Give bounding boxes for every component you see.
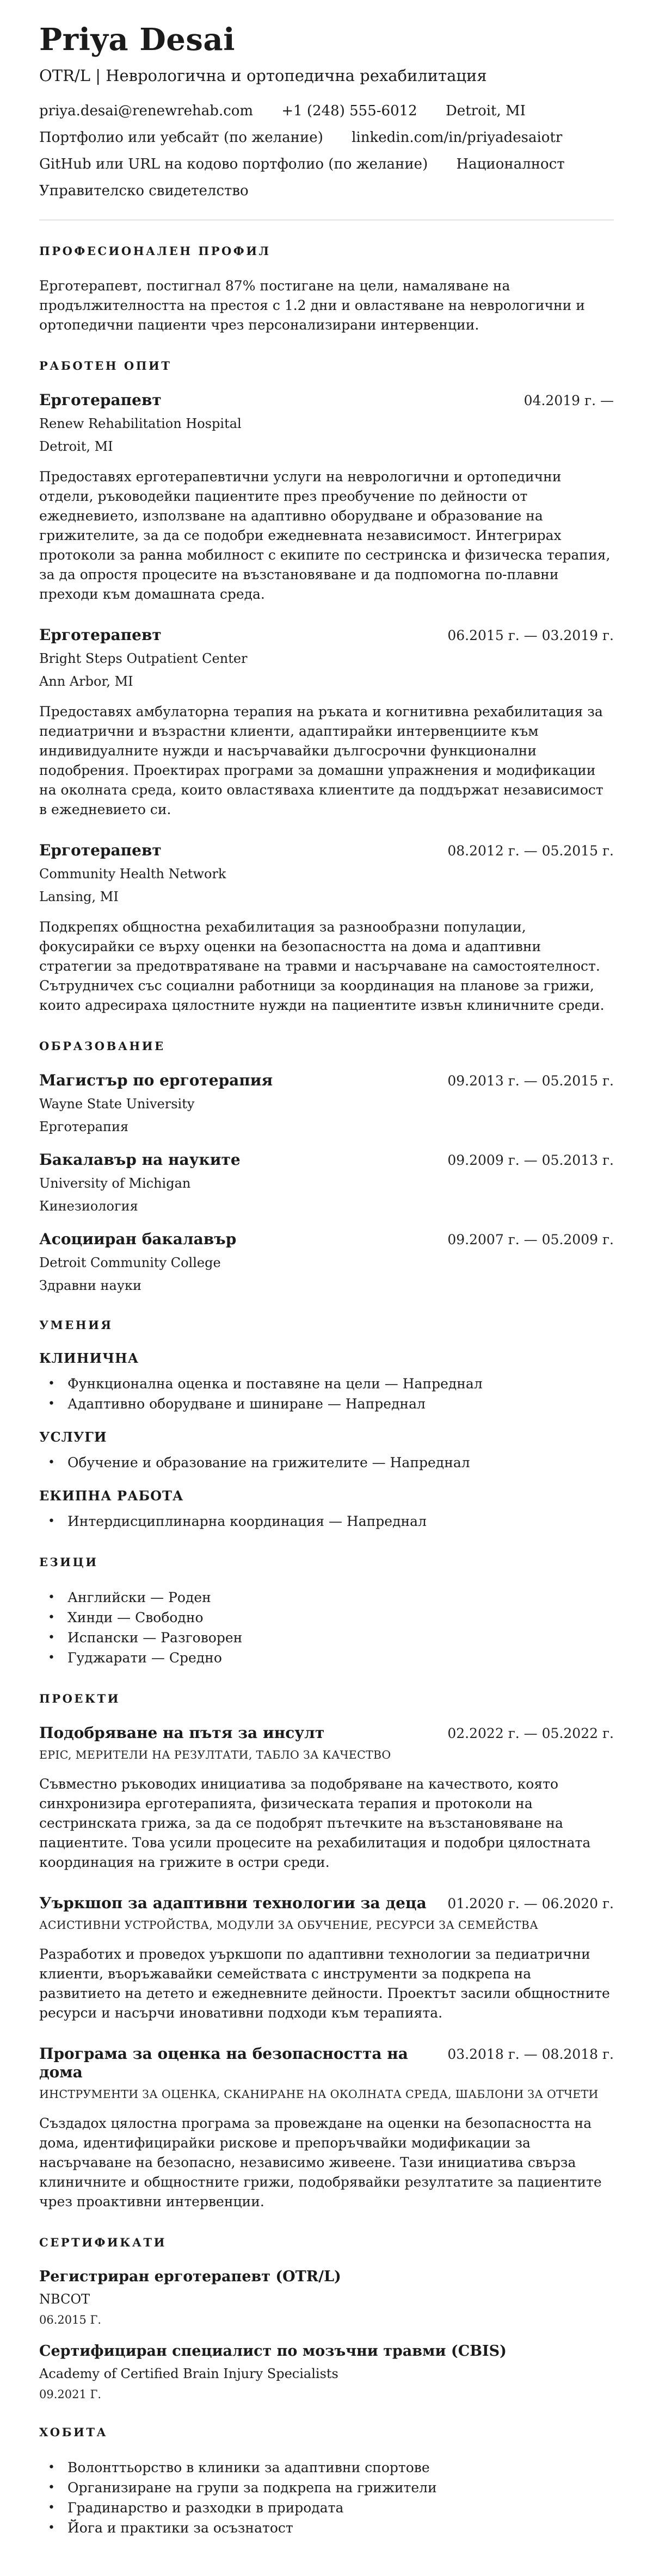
projects-heading: ПРОЕКТИ	[39, 1691, 120, 1705]
project-head	[39, 2045, 614, 2082]
certification-issuer: Academy of Certified Brain Injury Specialists	[39, 2366, 338, 2381]
skill-group-teamwork	[39, 1488, 614, 1531]
certification-issuer: NBCOT	[39, 2291, 90, 2307]
degree-dates: 09.2007 г. — 05.2009 г.	[447, 1231, 614, 1247]
job-entry	[39, 391, 614, 604]
project-entry	[39, 1894, 614, 2023]
job-location: Ann Arbor, MI	[39, 673, 133, 689]
degree-entry	[39, 1230, 614, 1294]
job-title: Ерготерапевт	[39, 625, 162, 644]
job-company: Renew Rehabilitation Hospital	[39, 415, 242, 431]
certification-date: 09.2021 Г.	[39, 2387, 102, 2401]
job-location: Detroit, MI	[39, 438, 113, 454]
language-item: • Хинди — Свободно	[39, 1607, 614, 1628]
degree-title: Магистър по ерготерапия	[39, 1071, 273, 1089]
degree-dates: 09.2009 г. — 05.2013 г.	[447, 1152, 614, 1168]
skills-heading: УМЕНИЯ	[39, 1318, 113, 1332]
location: Detroit, MI	[445, 102, 526, 119]
section-experience	[39, 359, 614, 1015]
project-description: Разработих и проведох уъркшопи по адаптивни технологии за педиатрични клиенти, въоръжавайки семействата с инструменти за подкрепа на развитието на детето и ежедневните дейности. Проектът засили общностните ресурси и насърчи иновативни подходи към терапията.	[39, 1946, 610, 2021]
degree-head	[39, 1151, 614, 1169]
degree-head	[39, 1071, 614, 1090]
project-dates: 02.2022 г. — 05.2022 г.	[447, 1725, 614, 1741]
project-title: Подобряване на пътя за инсулт	[39, 1723, 325, 1742]
job-title: Ерготерапевт	[39, 841, 162, 859]
profile-text: Ерготерапевт, постигнал 87% постигане на цели, намаляване на продължителността на престоя с 1.2 дни и овластяване на неврологични и ортопедични пациенти чрез персонализирани интервенции.	[39, 277, 585, 333]
skill-group-heading: УСЛУГИ	[39, 1429, 107, 1445]
portfolio-label: Портфолио или уебсайт (по желание)	[39, 129, 323, 146]
skill-item: • Функционална оценка и поставяне на цели — Напреднал	[39, 1374, 614, 1394]
hobby-item: • Йога и практики за осъзнатост	[39, 2518, 614, 2538]
email: priya.desai@renewrehab.com	[39, 102, 254, 119]
skill-group-clinical	[39, 1350, 614, 1414]
hobby-item: • Организиране на групи за подкрепа на грижители	[39, 2478, 614, 2498]
certification-entry	[39, 2342, 614, 2401]
skill-list	[39, 1511, 614, 1531]
degree-title: Бакалавър на науките	[39, 1150, 241, 1169]
nationality-label: Националност	[456, 156, 565, 172]
degree-field: Здравни науки	[39, 1277, 141, 1293]
degree-entry	[39, 1151, 614, 1215]
github-label: GitHub или URL на кодово портфолио (по желание)	[39, 156, 428, 172]
phone: +1 (248) 555-6012	[281, 102, 417, 119]
degree-field: Кинезиология	[39, 1198, 138, 1214]
section-skills	[39, 1318, 614, 1531]
language-item: • Английски — Роден	[39, 1587, 614, 1607]
education-heading: ОБРАЗОВАНИЕ	[39, 1039, 165, 1053]
job-head	[39, 626, 614, 644]
project-dates: 03.2018 г. — 08.2018 г.	[447, 2046, 614, 2062]
contact-row	[39, 98, 614, 125]
skill-group-services	[39, 1429, 614, 1473]
project-entry	[39, 1724, 614, 1872]
job-dates: 06.2015 г. — 03.2019 г.	[447, 627, 614, 643]
certifications-heading: СЕРТИФИКАТИ	[39, 2235, 167, 2249]
linkedin-url: linkedin.com/in/priyadesaiotr	[352, 129, 563, 146]
project-title: Уъркшоп за адаптивни технологии за деца	[39, 1894, 427, 1912]
language-list	[39, 1587, 614, 1668]
hobby-list	[39, 2457, 614, 2538]
contact-block	[39, 98, 614, 204]
experience-heading: РАБОТЕН ОПИТ	[39, 358, 172, 373]
skill-group-heading: ЕКИПНА РАБОТА	[39, 1487, 184, 1504]
degree-field: Ерготерапия	[39, 1119, 129, 1134]
language-item: • Испански — Разговорен	[39, 1628, 614, 1648]
job-dates: 08.2012 г. — 05.2015 г.	[447, 842, 614, 859]
project-description: Създадох цялостна програма за провеждане на оценки на безопасността на дома, идентифицирайки рискове и препоръчвайки модификации за насърчаване на безопасно, независимо живеене. Тази инициатива свърза клиничните и общностните грижи, подобрявайки резултатите за пациентите чрез проактивни интервенции.	[39, 2115, 602, 2209]
job-description: Подкрепях общностна рехабилитация за разнообразни популации, фокусирайки се върху оценки на безопасността на дома и адаптивни стратегии за предотвратяване на травми и насърчаване на самостоятелност. Сътрудничех със социални работници за координация на планове за грижи, които адресираха цялостните нужди на пациентите извън клиничните среди.	[39, 918, 605, 1013]
hobby-item: • Градинарство и разходки в природата	[39, 2498, 614, 2518]
project-head	[39, 1724, 614, 1742]
degree-school: University of Michigan	[39, 1175, 191, 1191]
project-tools: АСИСТИВНИ УСТРОЙСТВА, МОДУЛИ ЗА ОБУЧЕНИЕ, РЕСУРСИ ЗА СЕМЕЙСТВА	[39, 1918, 539, 1932]
project-entry	[39, 2045, 614, 2212]
section-profile	[39, 244, 614, 335]
hobbies-heading: ХОБИТА	[39, 2425, 108, 2439]
job-head	[39, 841, 614, 860]
job-description: Предоставях ерготерапевтични услуги на неврологични и ортопедични отдели, ръководейки пациентите през преобучение по дейности от ежедневието, използване на адаптивно оборудване и образование на грижителите, за да се подобри ежедневната независимост. Интегрирах протоколи за ранна мобилност с екипите по сестринска и физическа терапия, за да опростя процесите на възстановяване и да подпомогна по-плавни преходи към домашната среда.	[39, 468, 611, 602]
section-education	[39, 1039, 614, 1294]
project-head	[39, 1894, 614, 1913]
job-title: Ерготерапевт	[39, 390, 162, 409]
contact-row	[39, 125, 614, 151]
language-item: • Гуджарати — Средно	[39, 1648, 614, 1668]
certification-title: Регистриран ерготерапевт (OTR/L)	[39, 2268, 341, 2285]
job-dates: 04.2019 г. —	[523, 392, 614, 408]
degree-title: Асоцииран бакалавър	[39, 1230, 237, 1248]
skill-list	[39, 1374, 614, 1414]
certification-title: Сертифициран специалист по мозъчни травми (CBIS)	[39, 2342, 507, 2360]
job-company: Community Health Network	[39, 866, 226, 882]
skill-group-heading: КЛИНИЧНА	[39, 1350, 139, 1366]
contact-row	[39, 178, 614, 204]
degree-school: Detroit Community College	[39, 1255, 221, 1270]
profile-heading: ПРОФЕСИОНАЛЕН ПРОФИЛ	[39, 244, 271, 258]
section-languages	[39, 1555, 614, 1668]
project-description: Съвместно ръководих инициатива за подобряване на качеството, която синхронизира ерготерапията, физическата терапия и протоколи на сестринската грижа, за да се подобрят пътечките на възстановяване на пациентите. Това усили процесите на рехабилитация и подобри цялостната координация на грижите в остри среди.	[39, 1776, 591, 1870]
section-projects	[39, 1692, 614, 2212]
certification-entry	[39, 2268, 614, 2327]
degree-head	[39, 1230, 614, 1249]
contact-row	[39, 151, 614, 178]
project-tools: EPIC, МЕРИТЕЛИ НА РЕЗУЛТАТИ, ТАБЛО ЗА КАЧЕСТВО	[39, 1748, 391, 1761]
tagline: OTR/L | Неврологична и ортопедична рехабилитация	[39, 66, 487, 85]
person-name: Priya Desai	[39, 22, 235, 58]
header	[39, 23, 614, 204]
skill-item: • Обучение и образование на грижителите — Напреднал	[39, 1453, 614, 1473]
languages-heading: ЕЗИЦИ	[39, 1555, 98, 1569]
drivers-license-label: Управителско свидетелство	[39, 182, 249, 199]
job-head	[39, 391, 614, 409]
degree-dates: 09.2013 г. — 05.2015 г.	[447, 1072, 614, 1089]
project-tools: ИНСТРУМЕНТИ ЗА ОЦЕНКА, СКАНИРАНЕ НА ОКОЛНАТА СРЕДА, ШАБЛОНИ ЗА ОТЧЕТИ	[39, 2087, 599, 2101]
degree-school: Wayne State University	[39, 1096, 195, 1112]
project-dates: 01.2020 г. — 06.2020 г.	[447, 1895, 614, 1911]
section-hobbies	[39, 2425, 614, 2538]
job-company: Bright Steps Outpatient Center	[39, 650, 248, 666]
job-location: Lansing, MI	[39, 889, 119, 904]
skill-list	[39, 1453, 614, 1473]
job-entry	[39, 841, 614, 1015]
job-entry	[39, 626, 614, 820]
hobby-item: • Волонттьорство в клиники за адаптивни спортове	[39, 2457, 614, 2478]
skill-item: • Интердисциплинарна координация — Напреднал	[39, 1511, 614, 1531]
project-title: Програма за оценка на безопасността на дома	[39, 2044, 408, 2081]
section-certifications	[39, 2236, 614, 2401]
degree-entry	[39, 1071, 614, 1135]
certification-date: 06.2015 Г.	[39, 2313, 102, 2326]
job-description: Предоставях амбулаторна терапия на ръката и когнитивна рехабилитация за педиатрични и възрастни клиенти, адаптирайки интервенциите към индивидуалните нужди и насърчавайки дългосрочни функционални подобрения. Проектирах програми за домашни упражнения и модификации на околната среда, които овластяваха клиентите да поддържат независимост в ежедневието си.	[39, 703, 603, 817]
skill-item: • Адаптивно оборудване и шиниране — Напреднал	[39, 1394, 614, 1414]
